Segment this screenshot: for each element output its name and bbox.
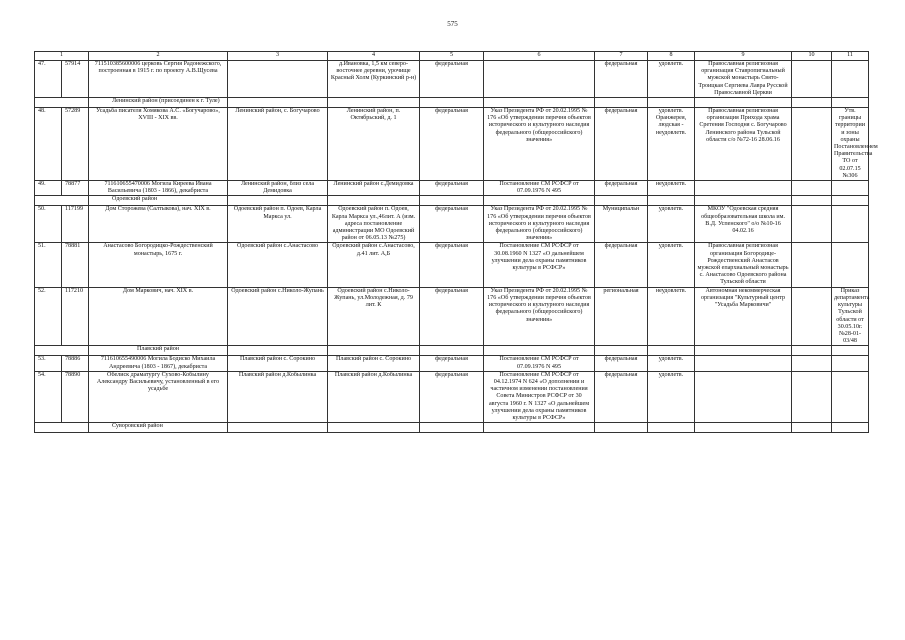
object-name: Усадьба писателя Хомякова А.С. «Богучарово», XVIII - XIX вв.: [89, 108, 228, 181]
row-number: 51.: [35, 243, 62, 287]
user-organization: Православная религиозная организация Богородице-Рождественский Анастасов мужской епархиальный монастырь с. Анастасово Одоевского района Тульской области: [695, 243, 792, 287]
user-organization: МКОУ "Одоевская средняя общеобразовательная школа им. В.Д. Успенского" о/о №10-16 04.02.16: [695, 206, 792, 243]
column-11-cell: [832, 206, 869, 243]
user-organization: [695, 356, 792, 371]
current-address: Одоевский район п. Одоев, Карла Маркса ул.,46лит. А (изм. адреса постановление администрации МО Одоевский район от 06.05.13 №275): [328, 206, 420, 243]
header-cell-2: 2: [89, 52, 228, 61]
user-organization: [695, 181, 792, 196]
ownership: федеральная: [595, 108, 648, 181]
significance-category: федеральная: [420, 61, 484, 98]
condition: удовлетв.: [648, 243, 695, 287]
header-cell-7: 7: [595, 52, 648, 61]
current-address: Плавский район д.Кобылинка: [328, 371, 420, 422]
header-cell-11: 11: [832, 52, 869, 61]
row-number: 54.: [35, 371, 62, 422]
historic-location: [228, 61, 328, 98]
column-number-row: [35, 52, 869, 61]
object-name: Дом Маркович, нач. XIX в.: [89, 287, 228, 346]
column-10-cell: [792, 356, 832, 371]
table-row: [35, 371, 869, 422]
historic-location: Одоевский район п. Одоев, Карла Маркса ул.: [228, 206, 328, 243]
historic-location: Одоевский район с.Николо-Жупань: [228, 287, 328, 346]
historic-location: Одоевский район с.Анастасово: [228, 243, 328, 287]
condition: неудовлетв.: [648, 181, 695, 196]
ownership: региональная: [595, 287, 648, 346]
ownership: федеральная: [595, 371, 648, 422]
table-row: [35, 287, 869, 346]
section-row: [35, 196, 869, 206]
section-title: Ленинский район (присоединен к г. Туле): [89, 98, 228, 108]
historic-location: Плавский район с. Сорокино: [228, 356, 328, 371]
header-cell-10: 10: [792, 52, 832, 61]
header-cell-6: 6: [484, 52, 595, 61]
page-number: 575: [447, 20, 458, 28]
ownership: федеральная: [595, 356, 648, 371]
table-row: [35, 206, 869, 243]
row-number: 49.: [35, 181, 62, 196]
column-10-cell: [792, 181, 832, 196]
condition: удовлетв.: [648, 356, 695, 371]
column-10-cell: [792, 61, 832, 98]
historic-location: Ленинский район, близ села Демидовка: [228, 181, 328, 196]
section-title: Суворовский район: [89, 423, 228, 433]
object-name: Обелиск драматургу Сухово-Кобылину Александру Васильевичу, установленный в его усадьбе: [89, 371, 228, 422]
object-name: Дом Сторожева (Салтыкова), нач. XIX в.: [89, 206, 228, 243]
current-address: Одоевский район с.Анастасово, д.41 лит. А,Б: [328, 243, 420, 287]
historic-location: Плавский район д.Кобылинка: [228, 371, 328, 422]
column-10-cell: [792, 243, 832, 287]
significance-category: федеральная: [420, 206, 484, 243]
header-cell-4: 4: [328, 52, 420, 61]
object-id: 57914: [62, 61, 89, 98]
row-number: 53.: [35, 356, 62, 371]
ownership: федеральная: [595, 181, 648, 196]
section-row: [35, 98, 869, 108]
header-cell-8: 8: [648, 52, 695, 61]
object-name: 711510385600006 церковь Сергия Радонежского, построенная в 1915 г. по проекту А.В.Щусева: [89, 61, 228, 98]
legal-basis: Постановление СМ РСФСР от 30.08.1960 N 1327 «О дальнейшем улучшении дела охраны памятников культуры в РСФСР»: [484, 243, 595, 287]
current-address: Плавский район с. Сорокино: [328, 356, 420, 371]
column-11-cell: Утв. границы территории и зоны охраны Постановлением Правительства ТО от 02.07.15 №306: [832, 108, 869, 181]
legal-basis: Указ Президента РФ от 20.02.1995 № 176 «Об утверждении перечня объектов исторического и культурного наследия федерального (общероссийского) значения»: [484, 108, 595, 181]
row-number: 47.: [35, 61, 62, 98]
object-id: 117210: [62, 287, 89, 346]
table-row: [35, 243, 869, 287]
header-cell-3: 3: [228, 52, 328, 61]
legal-basis: Постановление СМ РСФСР от 04.12.1974 N 624 «О дополнении и частичном изменении постановления Совета Министров РСФСР от 30 августа 1960 г. N 1327 «О дальнейшем улучшении дела охраны памятников культуры в РСФСР»: [484, 371, 595, 422]
significance-category: федеральная: [420, 287, 484, 346]
user-organization: Автономная некоммерческая организация "Культурный центр "Усадьба Марковичи": [695, 287, 792, 346]
legal-basis: Указ Президента РФ от 20.02.1995 № 176 «Об утверждении перечня объектов исторического и культурного наследия федерального (общероссийского) значения»: [484, 287, 595, 346]
column-11-cell: [832, 371, 869, 422]
column-10-cell: [792, 206, 832, 243]
heritage-registry-table: [34, 51, 878, 433]
object-id: 78886: [62, 356, 89, 371]
user-organization: Православная религиозная организация Прихода храма Сретения Господня с. Богучарово Ленинского района Тульской области с/о №72-16 28.06.16: [695, 108, 792, 181]
row-number: 50.: [35, 206, 62, 243]
header-cell-9: 9: [695, 52, 792, 61]
condition: удовлетв. Оранжерея, людская - неудовлетв.: [648, 108, 695, 181]
significance-category: федеральная: [420, 181, 484, 196]
ownership: федеральная: [595, 61, 648, 98]
section-row: [35, 346, 869, 356]
object-id: 78877: [62, 181, 89, 196]
object-id: 117199: [62, 206, 89, 243]
column-11-cell: [832, 356, 869, 371]
column-11-cell: Приказ департамента культуры Тульской области от 30.05.10г. №28-01-03/48: [832, 287, 869, 346]
header-cell-5: 5: [420, 52, 484, 61]
column-10-cell: [792, 287, 832, 346]
column-10-cell: [792, 108, 832, 181]
current-address: Одоевский район с.Николо-Жупань, ул.Молодежная, д. 79 лит. К: [328, 287, 420, 346]
section-row: [35, 423, 869, 433]
condition: неудовлетв.: [648, 287, 695, 346]
object-name: 711610655490006 Могила Бодиско Михаила Андреевича (1803 - 1867), декабриста: [89, 356, 228, 371]
table-row: [35, 61, 869, 98]
section-title: Одоевский район: [89, 196, 228, 206]
significance-category: федеральная: [420, 243, 484, 287]
significance-category: федеральная: [420, 356, 484, 371]
object-id: 57289: [62, 108, 89, 181]
current-address: Ленинский район, п. Октябрьский, д. 1: [328, 108, 420, 181]
legal-basis: Постановление СМ РСФСР от 07.09.1976 N 495: [484, 181, 595, 196]
condition: удовлетв.: [648, 61, 695, 98]
current-address: Ленинский район с.Демидовка: [328, 181, 420, 196]
legal-basis: Постановление СМ РСФСР от 07.09.1976 N 495: [484, 356, 595, 371]
current-address: д.Ивановка, 1,5 км северо-восточнее деревни, урочище Красный Холм (Куркинский р-н): [328, 61, 420, 98]
significance-category: федеральная: [420, 371, 484, 422]
table-row: [35, 108, 869, 181]
object-id: 78881: [62, 243, 89, 287]
table-row: [35, 181, 869, 196]
user-organization: Православная религиозная организация Ставропигиальный мужской монастырь Свято-Троицкая Сергиева Лавра Русской Православной Церкви: [695, 61, 792, 98]
row-number: 52.: [35, 287, 62, 346]
column-10-cell: [792, 371, 832, 422]
row-number: 48.: [35, 108, 62, 181]
object-name: Анастасово Богородицко-Рождественский монастырь, 1675 г.: [89, 243, 228, 287]
historic-location: Ленинский район, с. Богучарово: [228, 108, 328, 181]
condition: удовлетв.: [648, 206, 695, 243]
ownership: федеральная: [595, 243, 648, 287]
object-id: 78890: [62, 371, 89, 422]
user-organization: [695, 371, 792, 422]
column-11-cell: [832, 243, 869, 287]
ownership: Муниципальн: [595, 206, 648, 243]
column-11-cell: [832, 181, 869, 196]
header-cell-1: 1: [35, 52, 89, 61]
column-11-cell: [832, 61, 869, 98]
object-name: 711610655470006 Могила Киреева Ивана Васильевича (1803 - 1866), декабриста: [89, 181, 228, 196]
legal-basis: Указ Президента РФ от 20.02.1995 № 176 «Об утверждении перечня объектов исторического и культурного наследия федерального (общероссийского) значения»: [484, 206, 595, 243]
legal-basis: [484, 61, 595, 98]
table-row: [35, 356, 869, 371]
section-title: Плавский район: [89, 346, 228, 356]
condition: удовлетв.: [648, 371, 695, 422]
significance-category: федеральная: [420, 108, 484, 181]
